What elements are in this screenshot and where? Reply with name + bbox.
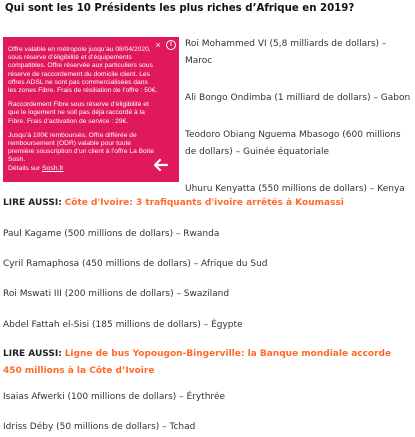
list-item: Uhuru Kenyatta (550 millions de dollars) – Kenya <box>185 184 405 194</box>
list-item: Ali Bongo Ondimba (1 milliard de dollars) – Gabon <box>185 93 411 103</box>
read-also-label: LIRE AUSSI: <box>3 349 62 359</box>
read-also-link[interactable]: Ligne de bus Yopougon-Bingerville: la Banque mondiale accorde 450 millions à la Côte d’Ivoire <box>3 349 392 376</box>
ad-paragraph: Jusqu’à 100€ remboursés. Offre différée de remboursement (ODR) valable pour toute première souscription d’un client à l’offre La Boite Sosh. <box>8 131 154 164</box>
list-item: Paul Kagame (500 millions de dollars) – Rwanda <box>3 229 220 239</box>
ad-paragraph: Offre valable en métropole jusqu’au 08/04/2020, sous réserve d’éligibilité et d’équipements compatibles. Offre réservée aux particuliers sous réserve de raccordement du domicile client. Les offres ADSL ne sont pas commercialisées dans les zones Fibre. Frais de résiliation de l’offre : 50€. <box>8 46 158 95</box>
ad-details-prefix: Détails sur <box>8 165 42 172</box>
list-item: Idriss Déby (50 millions de dollars) – Tchad <box>3 422 196 432</box>
read-also-label: LIRE AUSSI: <box>3 198 62 208</box>
list-item: Abdel Fattah el-Sisi (185 millions de dollars) – Égypte <box>3 320 243 330</box>
list-item: Cyril Ramaphosa (450 millions de dollars) – Afrique du Sud <box>3 259 268 269</box>
list-item: Teodoro Obiang Nguema Mbasogo (600 millions de dollars) – Guinée équatoriale <box>185 130 401 157</box>
ad-paragraph: Raccordement Fibre sous réserve d’éligibilité et que le logement ne soit pas déjà raccordé à la Fibre. Frais d’activation de service : 29€. <box>8 101 149 125</box>
read-also-2 <box>3 346 408 380</box>
ad-details-link[interactable]: Sosh.fr <box>42 165 64 172</box>
president-list-side <box>185 36 413 218</box>
read-also-1 <box>3 195 408 212</box>
list-item: Roi Mswati III (200 millions de dollars) – Swaziland <box>3 289 230 299</box>
advertisement[interactable] <box>3 37 179 182</box>
list-item: Isaias Afwerki (100 millions de dollars) – Érythrée <box>3 392 226 402</box>
list-item: Roi Mohammed VI (5,8 milliards de dollars) – Maroc <box>185 39 387 66</box>
arrow-left-icon[interactable] <box>153 157 169 173</box>
read-also-link[interactable]: Côte d'Ivoire: 3 trafiquants d'ivoire arrêtés à Koumassi <box>64 198 344 208</box>
ad-text <box>8 46 158 171</box>
ad-details <box>8 165 64 172</box>
ad-info-icon[interactable]: i <box>166 40 176 50</box>
article-heading: Qui sont les 10 Présidents les plus riches d’Afrique en 2019? <box>5 3 355 14</box>
ad-close-icon[interactable]: × <box>155 40 161 50</box>
